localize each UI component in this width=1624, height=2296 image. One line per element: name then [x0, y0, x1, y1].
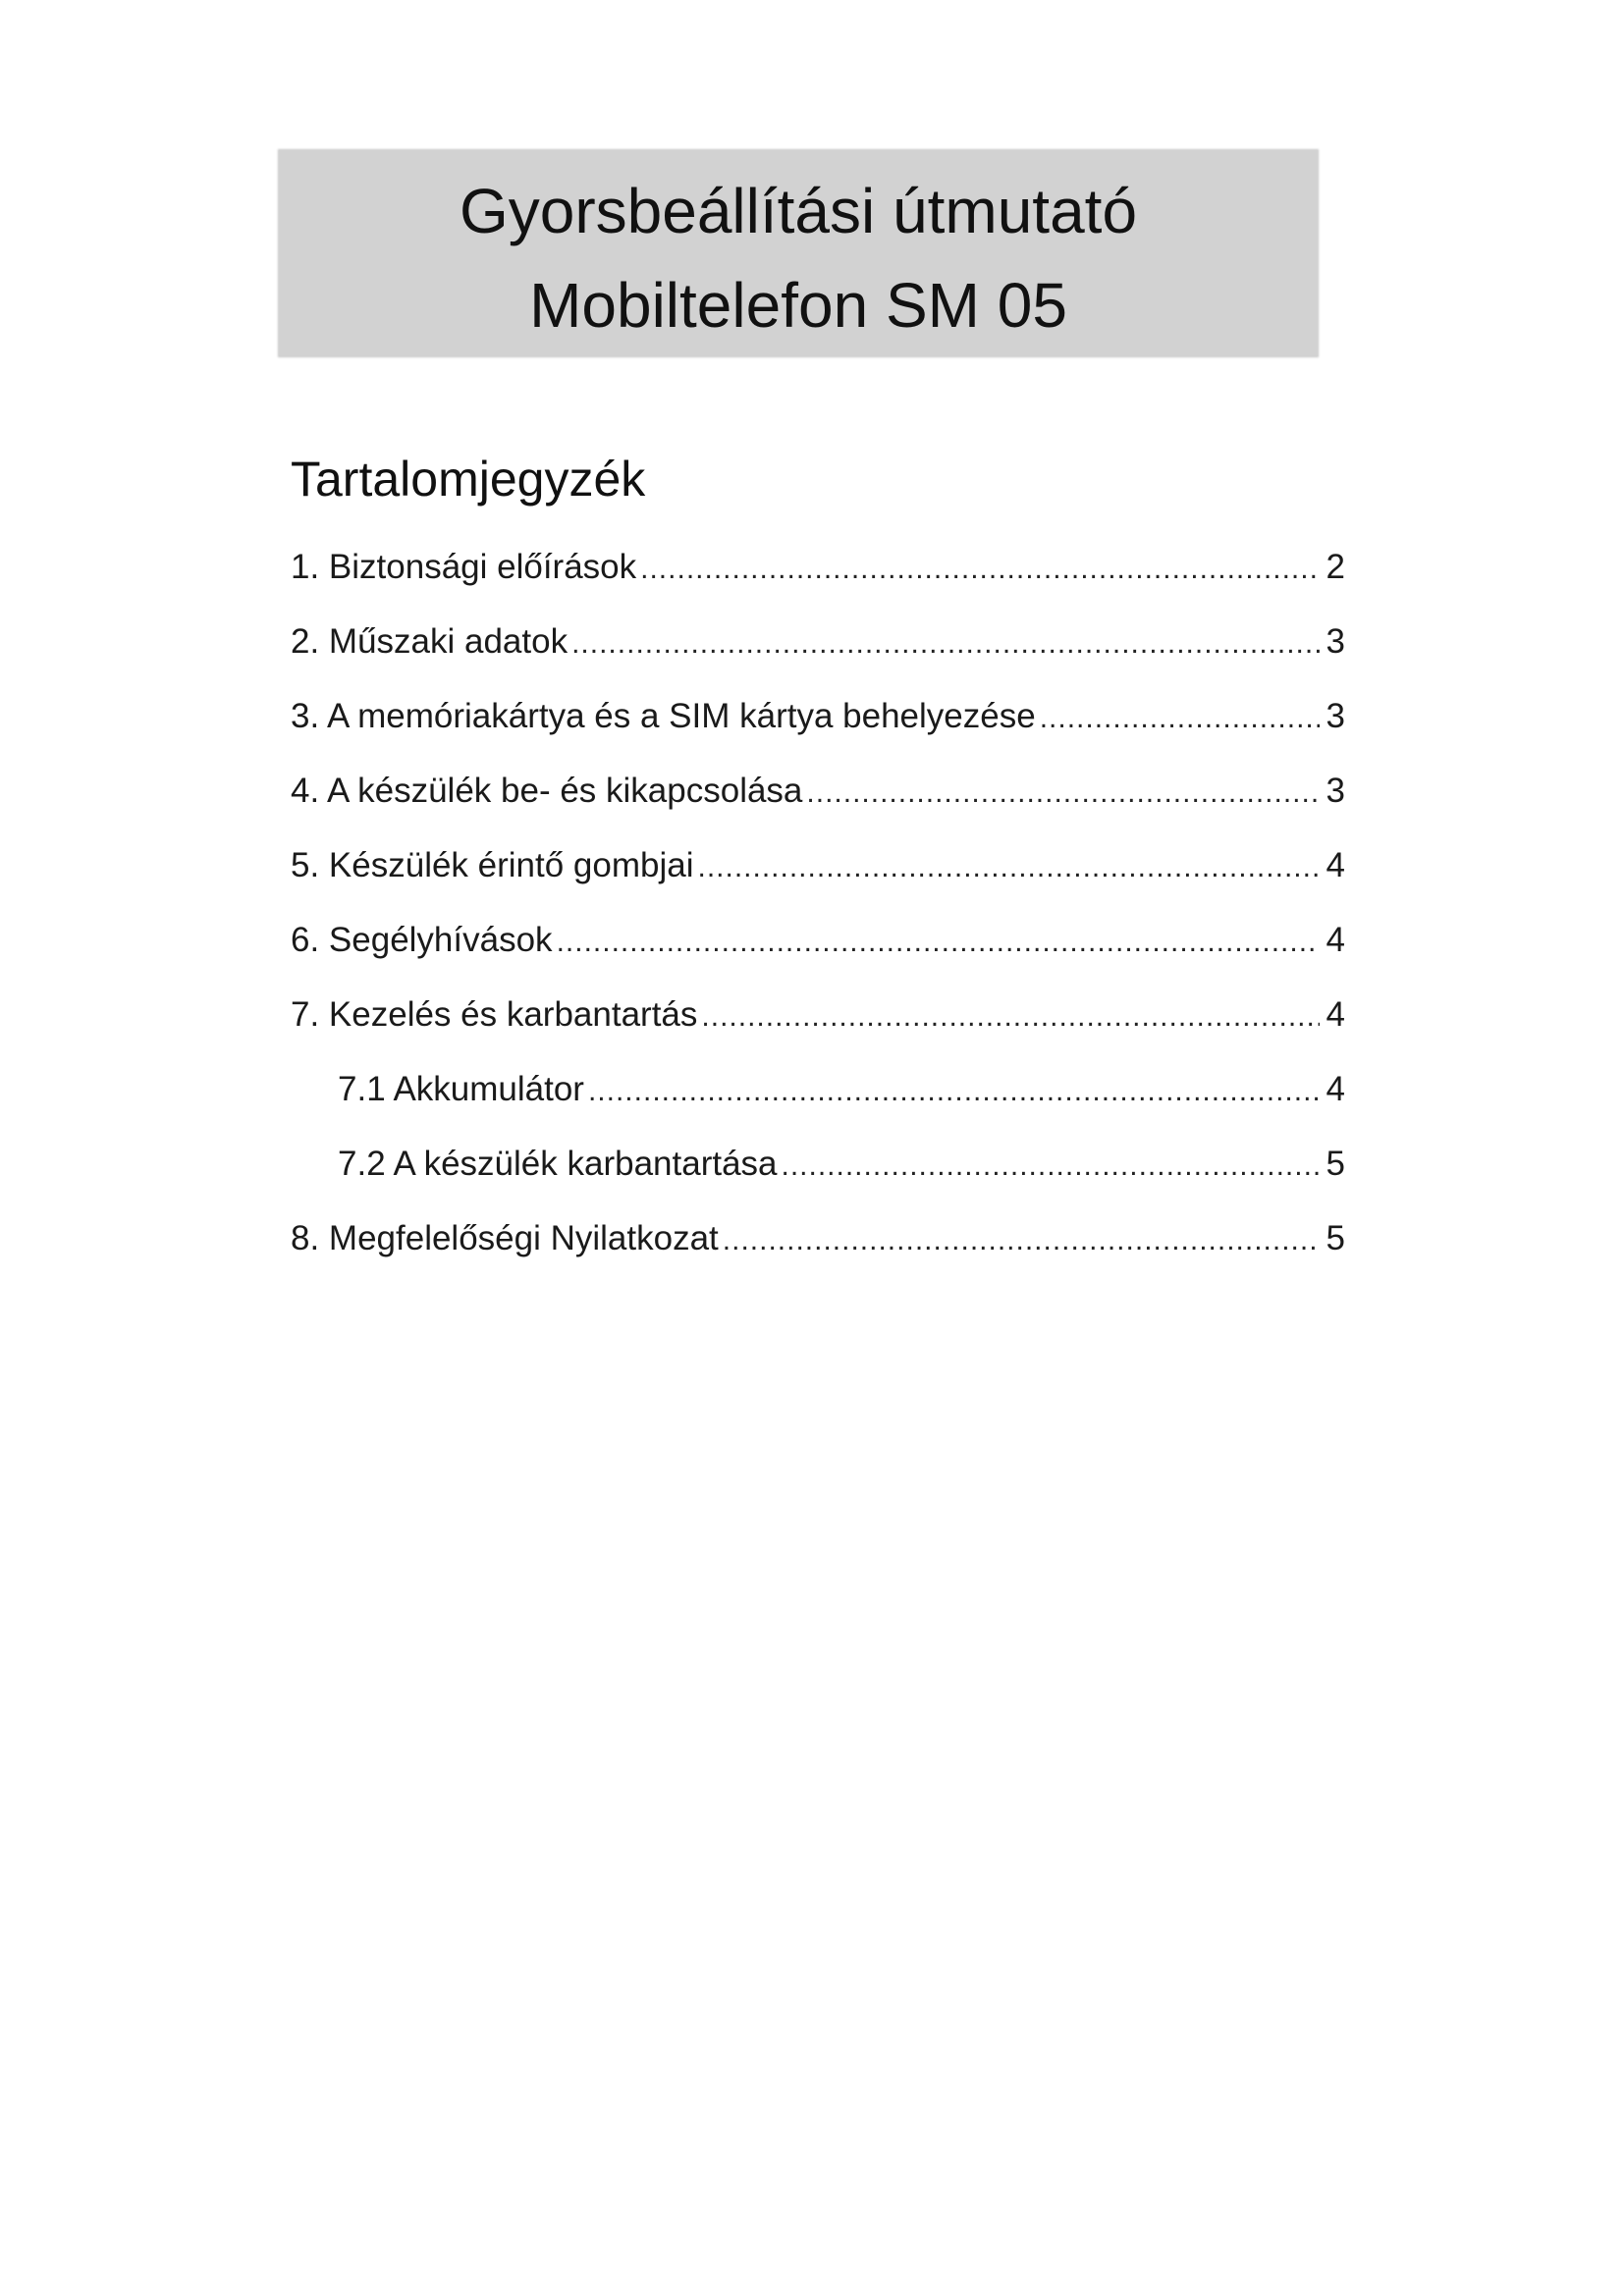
toc-heading: Tartalomjegyzék	[291, 452, 646, 507]
toc-entry-page: 3	[1326, 697, 1345, 735]
toc-entry-page: 4	[1326, 1070, 1345, 1108]
toc-entry[interactable]	[291, 978, 1345, 1052]
toc-entry-page: 2	[1326, 548, 1345, 586]
toc-entry-label: 8. Megfelelőségi Nyilatkozat	[291, 1219, 719, 1257]
toc-entry[interactable]	[291, 530, 1345, 605]
toc-dot-leader	[806, 756, 1320, 830]
toc-dot-leader	[640, 532, 1320, 607]
toc-entry-label: 1. Biztonsági előírások	[291, 548, 637, 586]
toc-entry-page: 4	[1326, 921, 1345, 959]
toc-entry-label: 4. A készülék be- és kikapcsolása	[291, 772, 803, 810]
toc-dot-leader	[1040, 681, 1320, 756]
toc-dot-leader	[782, 1129, 1321, 1203]
toc-entry-page: 4	[1326, 995, 1345, 1034]
toc-entry-label: 2. Műszaki adatok	[291, 622, 568, 661]
toc-entry-label: 7.1 Akkumulátor	[338, 1070, 584, 1108]
toc-entry-page: 3	[1326, 622, 1345, 661]
toc-entry-label: 6. Segélyhívások	[291, 921, 553, 959]
toc-entry[interactable]	[291, 1201, 1345, 1276]
toc-dot-leader	[698, 830, 1321, 905]
toc-entry[interactable]	[291, 679, 1345, 754]
toc-entry-page: 5	[1326, 1145, 1345, 1183]
toc-entry[interactable]	[291, 828, 1345, 903]
toc-entry-label: 3. A memóriakártya és a SIM kártya behelyezése	[291, 697, 1036, 735]
document-title-box	[279, 150, 1318, 356]
toc-entry[interactable]	[291, 605, 1345, 679]
toc-entry-page: 4	[1326, 846, 1345, 884]
toc-entry-page: 5	[1326, 1219, 1345, 1257]
toc-dot-leader	[588, 1054, 1320, 1129]
toc-entry-label: 7. Kezelés és karbantartás	[291, 995, 698, 1034]
table-of-contents	[291, 440, 1345, 1276]
toc-subentry[interactable]	[291, 1127, 1345, 1201]
document-title-line-1: Gyorsbeállítási útmutató	[459, 176, 1138, 246]
toc-dot-leader	[557, 905, 1320, 980]
document-title-line-2: Mobiltelefon SM 05	[529, 270, 1067, 341]
toc-entry-page: 3	[1326, 772, 1345, 810]
toc-dot-leader	[571, 607, 1320, 681]
toc-entry-label: 7.2 A készülék karbantartása	[338, 1145, 778, 1183]
toc-subentry[interactable]	[291, 1052, 1345, 1127]
toc-entry[interactable]	[291, 903, 1345, 978]
toc-dot-leader	[701, 980, 1320, 1054]
toc-entry-label: 5. Készülék érintő gombjai	[291, 846, 694, 884]
toc-dot-leader	[723, 1203, 1320, 1278]
toc-entry[interactable]	[291, 754, 1345, 828]
